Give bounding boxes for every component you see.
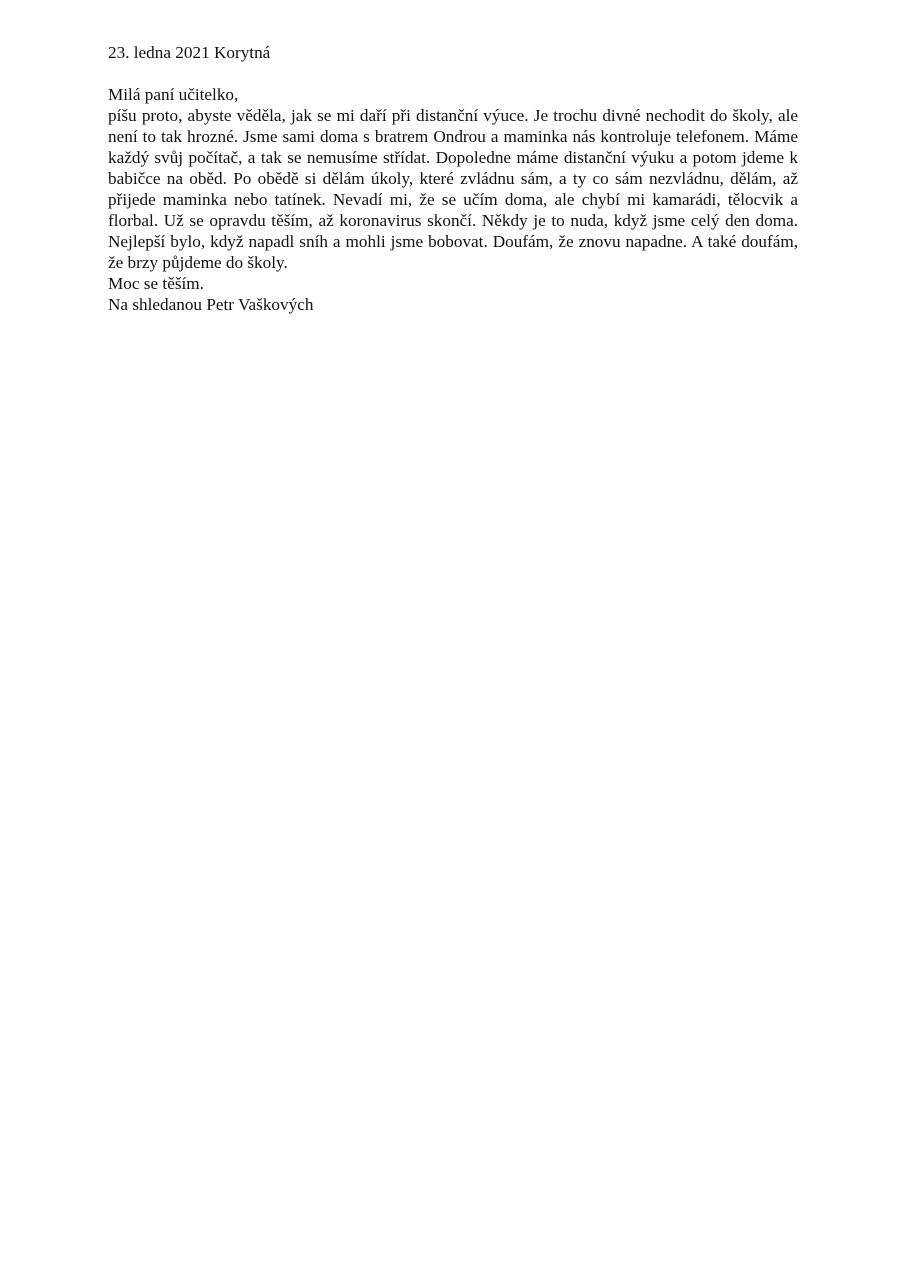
letter-salutation: Milá paní učitelko, [108,85,239,104]
letter-body: píšu proto, abyste věděla, jak se mi daří při distanční výuce. Je trochu divné nechodit do školy, ale není to tak hrozné. Jsme sami doma s bratrem Ondrou a maminka nás kontroluje telefonem. Máme každý svůj počítač, a tak se nemusíme střídat. Dopoledne máme distanční výuku a potom jdeme k babičce na oběd. Po obědě si dělám úkoly, které zvládnu sám, a ty co sám nezvládnu, dělám, až přijede maminka nebo tatínek. Nevadí mi, že se učím doma, ale chybí mi kamarádi, tělocvik a florbal. Už se opravdu těším, až koronavirus skončí. Někdy je to nuda, když jsme celý den doma. Nejlepší bylo, když napadl sníh a mohli jsme bobovat. Doufám, že znovu napadne. A také doufám, že brzy půjdeme do školy. [108,106,798,272]
letter-content [108,42,798,315]
letter-date-place: 23. ledna 2021 Korytná [108,43,271,62]
letter-closing: Moc se těším. [108,274,204,293]
letter-signature: Na shledanou Petr Vaškových [108,295,314,314]
